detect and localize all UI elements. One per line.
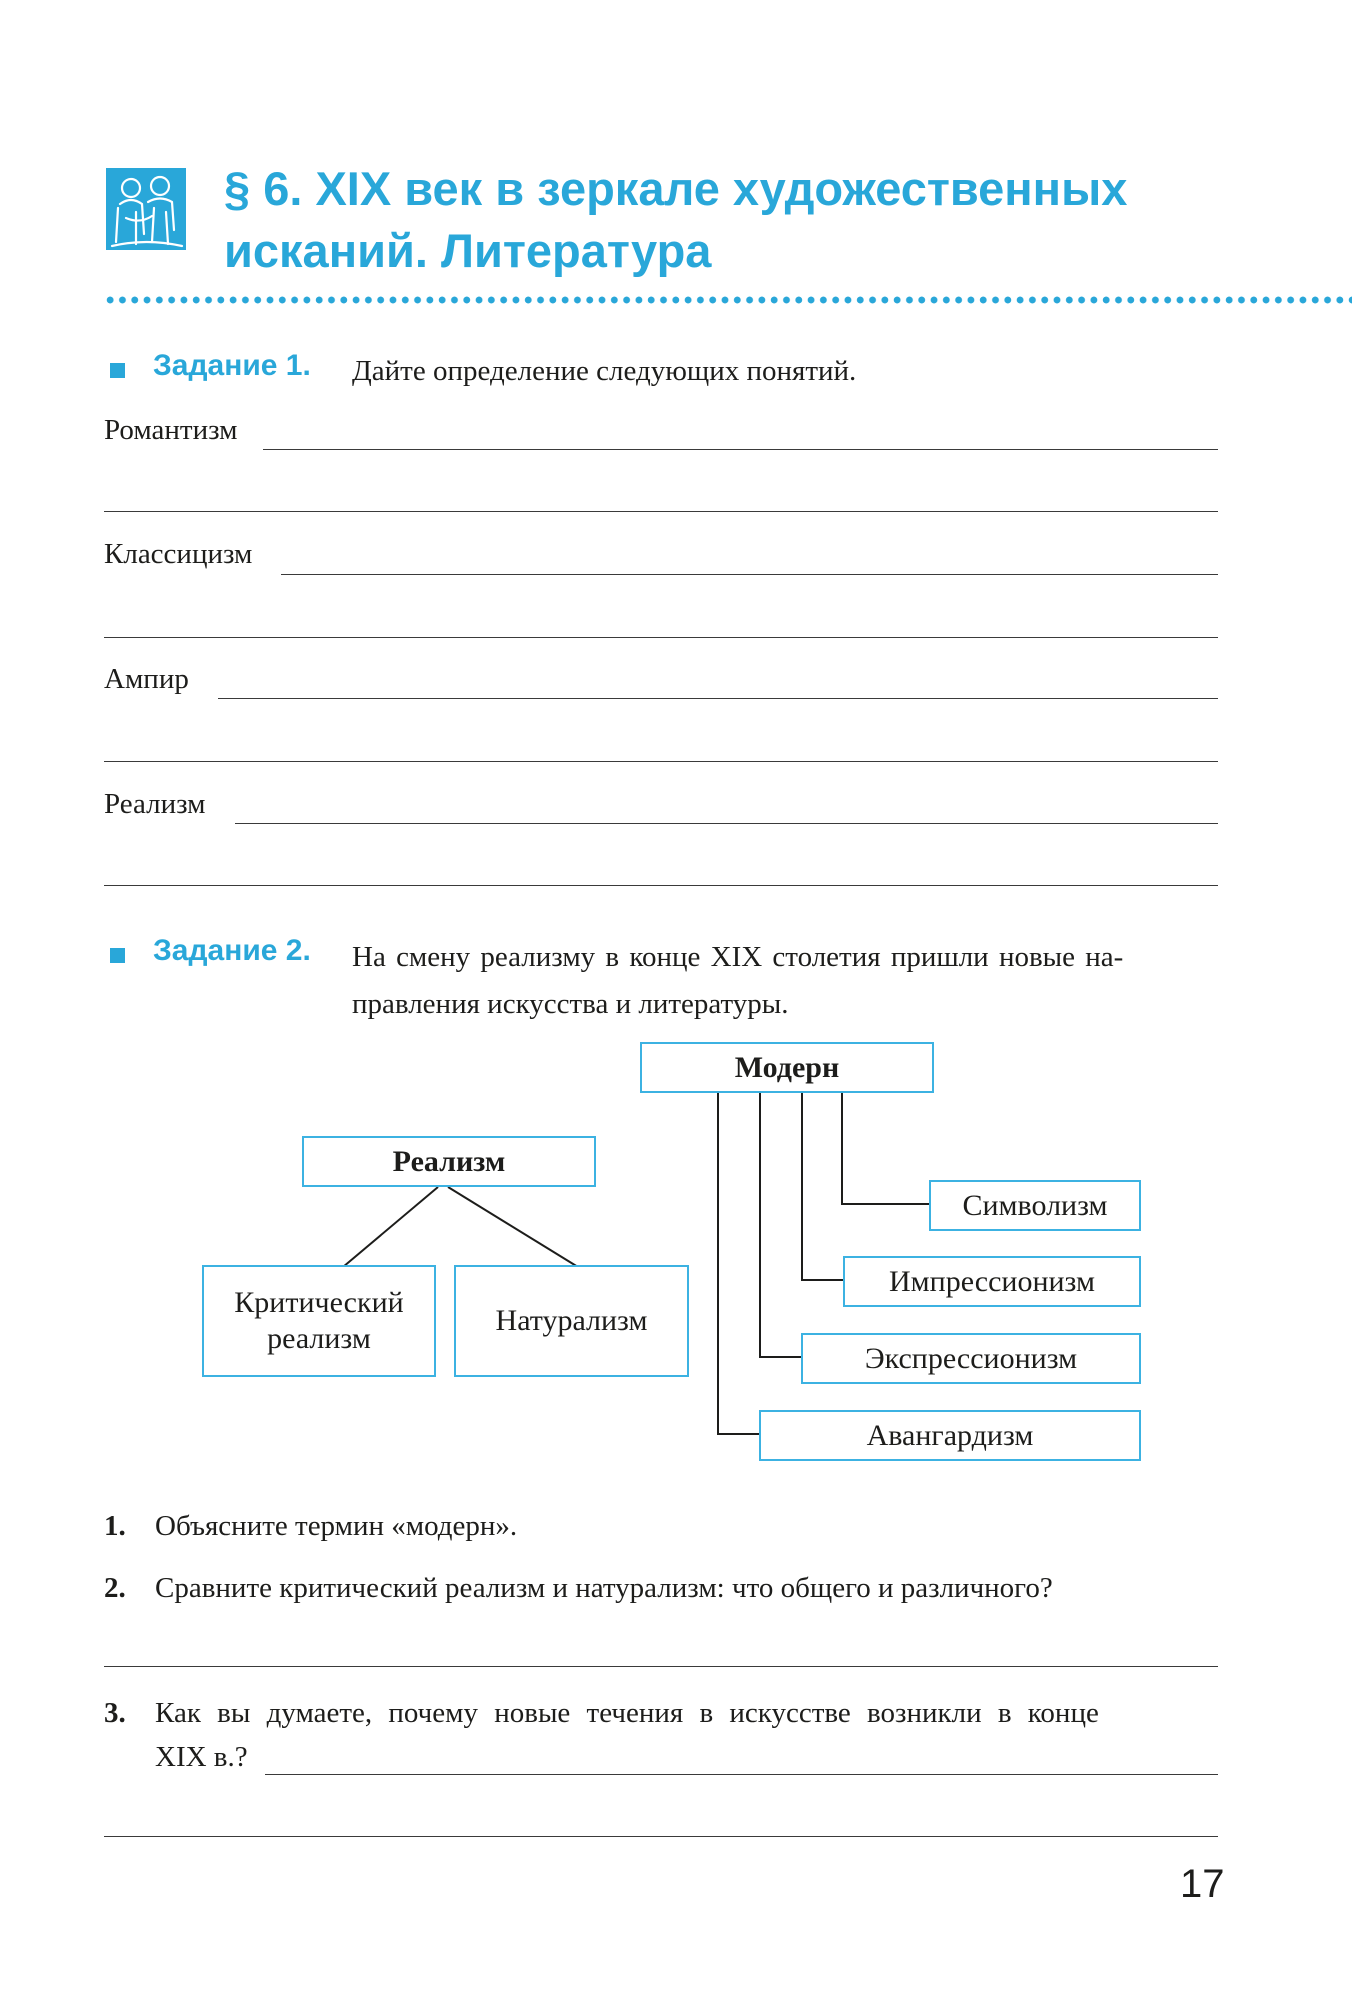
diagram-critical-realism-line2: реализм bbox=[267, 1322, 371, 1355]
question-2-text: Сравните критический реализм и натурализм: что общего и различного? bbox=[155, 1572, 1053, 1604]
term-classicism: Классицизм bbox=[104, 538, 253, 570]
diagram-box-realism bbox=[302, 1136, 596, 1187]
task2-label: Задание 2. bbox=[153, 934, 311, 967]
task1-label: Задание 1. bbox=[153, 349, 311, 382]
page-number: 17 bbox=[1180, 1862, 1225, 1906]
diagram-box-avantgarde bbox=[759, 1410, 1141, 1461]
connector-realism-naturalism bbox=[448, 1187, 578, 1267]
answer-line[interactable] bbox=[104, 1836, 1218, 1837]
connector-modern-avantgarde bbox=[718, 1092, 759, 1434]
connector-realism-critical bbox=[343, 1187, 438, 1267]
diagram-box-critical-realism bbox=[202, 1265, 436, 1377]
diagram-modern-title: Модерн bbox=[734, 1050, 840, 1084]
diagram-symbolism-label: Символизм bbox=[962, 1188, 1108, 1222]
diagram-expressionism-label: Экспрессионизм bbox=[864, 1341, 1078, 1375]
question-3-number: 3. bbox=[104, 1697, 126, 1729]
answer-line[interactable] bbox=[265, 1774, 1218, 1775]
question-2-number: 2. bbox=[104, 1572, 126, 1604]
diagram-critical-realism-line1: Критический bbox=[234, 1286, 404, 1319]
question-1-number: 1. bbox=[104, 1510, 126, 1542]
question-1-text: Объясните термин «модерн». bbox=[155, 1510, 518, 1542]
diagram-box-expressionism bbox=[801, 1333, 1141, 1384]
diagram-box-symbolism bbox=[929, 1180, 1141, 1231]
page-title-line1: § 6. XIX век в зеркале художественных bbox=[224, 162, 1128, 215]
question-3-text-line1: Как вы думаете, почему новые течения в искусстве возникли в конце bbox=[155, 1697, 1099, 1729]
question-3-text-line2: XIX в.? bbox=[155, 1741, 248, 1773]
diagram-box-naturalism bbox=[454, 1265, 689, 1377]
diagram-box-impressionism bbox=[843, 1256, 1141, 1307]
task2-text-line1: На смену реализму в конце XIX столетия пришли новые на- bbox=[352, 941, 1124, 973]
diagram-naturalism-label: Натурализм bbox=[495, 1304, 648, 1337]
task2-text-line2: правления искусства и литературы. bbox=[352, 988, 789, 1020]
diagram-box-modern bbox=[640, 1042, 934, 1093]
diagram-realism-title: Реализм bbox=[392, 1144, 506, 1178]
term-empire: Ампир bbox=[104, 663, 189, 695]
connector-modern-impressionism bbox=[802, 1092, 843, 1280]
task1-text: Дайте определение следующих понятий. bbox=[352, 355, 857, 387]
answer-line[interactable] bbox=[104, 1666, 1218, 1667]
diagram-avantgarde-label: Авангардизм bbox=[866, 1418, 1034, 1452]
connector-modern-symbolism bbox=[842, 1092, 929, 1204]
term-realism: Реализм bbox=[104, 788, 206, 820]
page-title-line2: исканий. Литература bbox=[224, 224, 712, 277]
term-romanticism: Романтизм bbox=[104, 414, 238, 446]
diagram-impressionism-label: Импрессионизм bbox=[889, 1264, 1095, 1298]
connector-modern-expressionism bbox=[760, 1092, 801, 1357]
